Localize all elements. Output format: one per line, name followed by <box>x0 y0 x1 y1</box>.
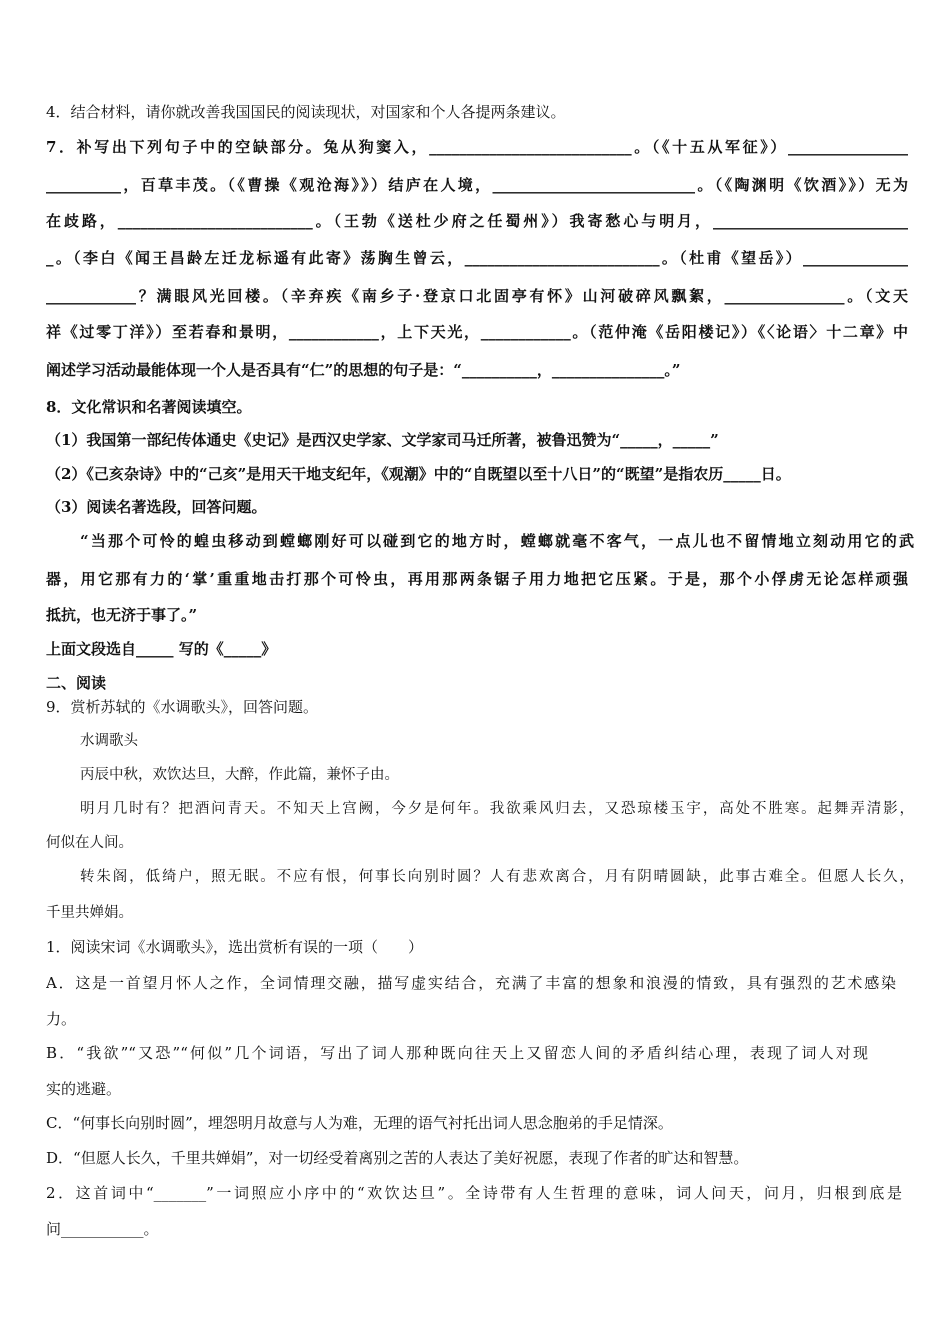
poem-stanza-1-line-2: 何似在人间。 <box>46 835 133 851</box>
question-7-line-5: ____________？满眼风光回楼。（辛弃疾《南乡子·登京口北固亭有怀》山河破碎风飘絮，________________。（文天 <box>46 287 908 305</box>
question-7-line-1: 7．补写出下列句子中的空缺部分。兔从狗窦入，___________________________。（《十五从军征》）________________ <box>46 138 908 156</box>
poem-stanza-1-line-1: 明月几时有？把酒问青天。不知天上宫阙，今夕是何年。我欲乘风归去，又恐琼楼玉宇，高处不胜寒。起舞弄清影， <box>80 801 914 817</box>
poem-stanza-2-line-2: 千里共婵娟。 <box>46 905 133 921</box>
option-a-line-1: A．这是一首望月怀人之作，全词情理交融，描写虚实结合，充满了丰富的想象和浪漫的情致，具有强烈的艺术感染 <box>46 974 896 992</box>
excerpt-line-2: 器，用它那有力的‘掌’重重地击打那个可怜虫，再用那两条锯子用力地把它压紧。于是，那个小俘虏无论怎样顽强 <box>46 570 908 588</box>
sub-question-2-line-1: 2．这首词中“_______”一词照应小序中的“欢饮达旦”。全诗带有人生哲理的意味，词人问天，问月，归根到底是 <box>46 1184 902 1202</box>
excerpt-line-3: 抵抗，也无济于事了。” <box>46 606 198 624</box>
section-2-heading: 二、阅读 <box>46 674 107 692</box>
question-7-line-6: 祥《过零丁洋》）至若春和景明，____________，上下天光，____________。（范仲淹《岳阳楼记》）《〈论语〉十二章》中 <box>46 323 908 341</box>
option-d: D．“但愿人长久，千里共婵娟”，对一切经受着离别之苦的人表达了美好祝愿，表现了作者的旷达和智慧。 <box>46 1149 749 1167</box>
question-8-title: 8．文化常识和名著阅读填空。 <box>46 398 252 416</box>
option-a-line-2: 力。 <box>46 1010 77 1028</box>
question-7-line-7: 阐述学习活动最能体现一个人是否具有“仁”的思想的句子是：“__________，_______________。” <box>46 361 681 379</box>
excerpt-line-1: “当那个可怜的蝗虫移动到螳螂刚好可以碰到它的地方时，螳螂就毫不客气，一点儿也不留情地立刻动用它的武 <box>80 532 914 550</box>
option-b-line-2: 实的逃避。 <box>46 1080 122 1098</box>
question-7-line-2: __________，百草丰茂。（《曹操《观沧海》》）结庐在人境，___________________________。（《陶渊明《饮酒》》）无为 <box>46 176 908 194</box>
sub-question-2-line-2: 问___________。 <box>46 1220 159 1238</box>
option-b-line-1: B．“我欲”“又恐”“何似”几个词语，写出了词人那种既向往天上又留恋人间的矛盾纠结心理，表现了词人对现 <box>46 1044 868 1062</box>
question-7-line-3: 在歧路，__________________________。（王勃《送杜少府之任蜀州》）我寄愁心与明月，__________________________ <box>46 212 908 230</box>
question-7-line-4: _。（李白《闻王昌龄左迁龙标遥有此寄》荡胸生曾云，__________________________。（杜甫《望岳》）______________ <box>46 249 908 267</box>
sub-question-1: 1．阅读宋词《水调歌头》，选出赏析有误的一项（ ） <box>46 938 424 956</box>
poem-stanza-2-line-1: 转朱阁，低绮户，照无眠。不应有恨，何事长向别时圆？人有悲欢离合，月有阴晴圆缺，此事古难全。但愿人长久， <box>80 869 914 885</box>
poem-preface: 丙辰中秋，欢饮达旦，大醉，作此篇，兼怀子由。 <box>80 767 399 783</box>
question-8-item-2: （2）《己亥杂诗》中的“己亥”是用天干地支纪年，《观潮》中的“自既望以至十八日”的“既望”是指农历_____日。 <box>46 465 791 483</box>
question-8-item-1: （1）我国第一部纪传体通史《史记》是西汉史学家、文学家司马迁所著，被鲁迅赞为“_____，_____” <box>46 431 719 449</box>
poem-title: 水调歌头 <box>80 733 138 749</box>
question-4: 4．结合材料，请你就改善我国国民的阅读现状，对国家和个人各提两条建议。 <box>46 103 566 121</box>
question-8-item-3: （3）阅读名著选段，回答问题。 <box>46 498 267 516</box>
option-c: C．“何事长向别时圆”，埋怨明月故意与人为难，无理的语气衬托出词人思念胞弟的手足情深。 <box>46 1114 673 1132</box>
question-8-answer: 上面文段选自_____ 写的《_____》 <box>46 640 277 658</box>
question-9-title: 9．赏析苏轼的《水调歌头》，回答问题。 <box>46 698 319 716</box>
